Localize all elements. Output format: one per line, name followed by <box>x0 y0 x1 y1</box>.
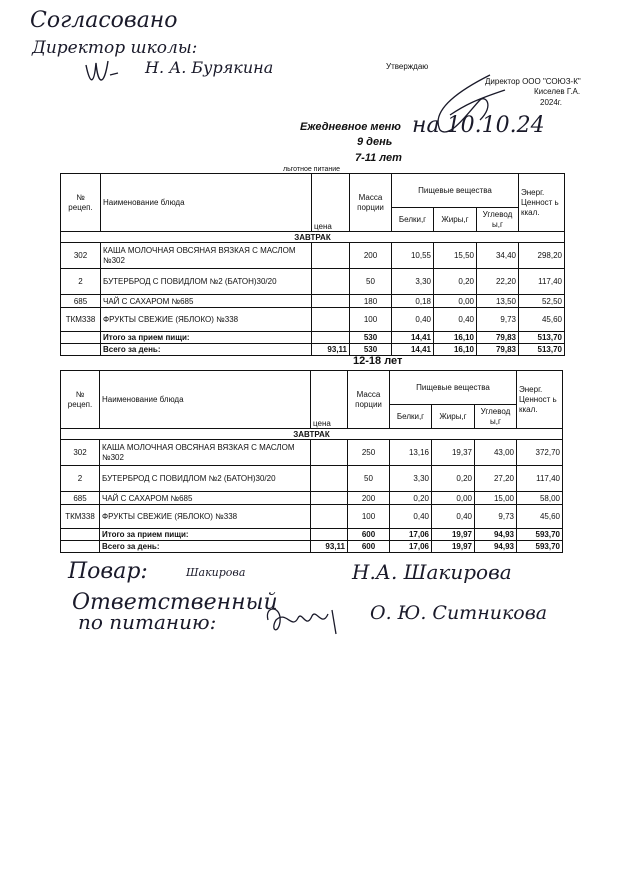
total-day-row <box>61 344 565 356</box>
responsible-scribble <box>262 600 342 640</box>
cell-dish: ФРУКТЫ СВЕЖИЕ (ЯБЛОКО) №338 <box>101 308 312 332</box>
cook-name: Н.А. Шакирова <box>352 560 512 584</box>
header-energy: Энерг. Ценност ь ккал. <box>517 371 563 429</box>
cell-fat: 0,40 <box>434 308 477 332</box>
responsible-label-line1: Ответственный <box>72 590 278 615</box>
cell-protein: 3,30 <box>390 466 432 492</box>
total-meal-energy: 513,70 <box>519 332 565 344</box>
cell-protein: 0,18 <box>392 295 434 308</box>
total-day-price: 93,11 <box>312 344 350 356</box>
cell-protein: 0,40 <box>390 505 432 529</box>
sub-note: льготное питание <box>283 166 341 173</box>
total-meal-mass: 530 <box>350 332 392 344</box>
total-meal-label: Итого за прием пищи: <box>100 529 311 541</box>
cell-fat: 0,00 <box>432 492 475 505</box>
total-meal-row <box>61 529 563 541</box>
total-day-mass: 600 <box>348 541 390 553</box>
cell-dish: КАША МОЛОЧНАЯ ОВСЯНАЯ ВЯЗКАЯ С МАСЛОМ №302 <box>101 243 312 269</box>
total-day-label: Всего за день: <box>100 541 311 553</box>
cell-recipe: 302 <box>61 243 101 269</box>
header-price: цена <box>311 371 348 429</box>
cook-label: Повар: <box>68 559 148 584</box>
approval-right-role: Директор ООО "СОЮЗ-К" <box>485 77 581 86</box>
table-row <box>61 308 565 332</box>
cell-fat: 15,50 <box>434 243 477 269</box>
table-row <box>61 295 565 308</box>
total-day-energy: 593,70 <box>517 541 563 553</box>
cell-recipe: 685 <box>61 295 101 308</box>
cell-carbs: 15,00 <box>475 492 517 505</box>
cell-carbs: 9,73 <box>475 505 517 529</box>
cell-fat: 0,00 <box>434 295 477 308</box>
table-row <box>61 492 563 505</box>
menu-table-7-11 <box>60 173 565 356</box>
cell-fat: 0,40 <box>432 505 475 529</box>
cell-recipe: 685 <box>61 492 100 505</box>
table-row <box>61 269 565 295</box>
cell-mass: 180 <box>350 295 392 308</box>
approval-left-role: Директор школы: <box>32 38 198 58</box>
cook-small-signature: Шакирова <box>186 566 246 579</box>
header-dish: Наименование блюда <box>101 174 312 232</box>
header-carbs: Углевод ы,г <box>477 208 519 232</box>
cell-price <box>312 269 350 295</box>
menu-title: Ежедневное меню <box>300 121 401 133</box>
cell-dish: ЧАЙ С САХАРОМ №685 <box>100 492 311 505</box>
table-row <box>61 440 563 466</box>
table2-age: 12-18 лет <box>353 355 403 367</box>
cell-energy: 52,50 <box>519 295 565 308</box>
cell-mass: 100 <box>350 308 392 332</box>
section-breakfast: ЗАВТРАК <box>61 429 563 440</box>
approval-right-name: Киселев Г.А. <box>534 87 581 96</box>
approval-left-title: Согласовано <box>30 8 178 33</box>
responsible-label-line2: по питанию: <box>78 610 217 634</box>
header-recipe: № рецеп. <box>61 174 101 232</box>
cell-carbs: 27,20 <box>475 466 517 492</box>
total-meal-mass: 600 <box>348 529 390 541</box>
cell-recipe: 2 <box>61 269 101 295</box>
cell-price <box>312 295 350 308</box>
cell-dish: ЧАЙ С САХАРОМ №685 <box>101 295 312 308</box>
total-day-label: Всего за день: <box>101 344 312 356</box>
total-meal-row <box>61 332 565 344</box>
total-meal-energy: 593,70 <box>517 529 563 541</box>
cell-energy: 45,60 <box>519 308 565 332</box>
header-mass: Масса порции <box>348 371 390 429</box>
cell-protein: 3,30 <box>392 269 434 295</box>
cell-recipe: ТКМ338 <box>61 505 100 529</box>
header-protein: Белки,г <box>392 208 434 232</box>
header-nutrients: Пищевые вещества <box>392 174 519 208</box>
cell-price <box>311 440 348 466</box>
total-meal-price <box>312 332 350 344</box>
director-scribble <box>82 55 122 91</box>
cell-energy: 117,40 <box>519 269 565 295</box>
cell-mass: 50 <box>350 269 392 295</box>
cell-energy: 298,20 <box>519 243 565 269</box>
cell-mass: 200 <box>350 243 392 269</box>
cell-dish: БУТЕРБРОД С ПОВИДЛОМ №2 (БАТОН)30/20 <box>101 269 312 295</box>
cell-price <box>311 505 348 529</box>
header-fat: Жиры,г <box>432 405 475 429</box>
cell-fat: 0,20 <box>432 466 475 492</box>
header-protein: Белки,г <box>390 405 432 429</box>
cell-recipe: 302 <box>61 440 100 466</box>
cell-protein: 0,40 <box>392 308 434 332</box>
header-nutrients: Пищевые вещества <box>390 371 517 405</box>
approval-right-title: Утверждаю <box>386 62 429 71</box>
cell-mass: 100 <box>348 505 390 529</box>
cell-protein: 10,55 <box>392 243 434 269</box>
header-price: цена <box>312 174 350 232</box>
cell-energy: 58,00 <box>517 492 563 505</box>
approval-right-year: 2024г. <box>540 98 562 107</box>
header-energy: Энерг. Ценност ь ккал. <box>519 174 565 232</box>
total-meal-price <box>311 529 348 541</box>
total-day-row <box>61 541 563 553</box>
cell-price <box>312 243 350 269</box>
cell-fat: 19,37 <box>432 440 475 466</box>
total-day-carbs: 94,93 <box>475 541 517 553</box>
total-day-fat: 16,10 <box>434 344 477 356</box>
total-meal-protein: 17,06 <box>390 529 432 541</box>
total-meal-carbs: 94,93 <box>475 529 517 541</box>
cell-price <box>311 492 348 505</box>
total-meal-fat: 16,10 <box>434 332 477 344</box>
cell-mass: 250 <box>348 440 390 466</box>
total-day-fat: 19,97 <box>432 541 475 553</box>
cell-price <box>311 466 348 492</box>
total-meal-label: Итого за прием пищи: <box>101 332 312 344</box>
cell-mass: 200 <box>348 492 390 505</box>
cell-carbs: 43,00 <box>475 440 517 466</box>
cell-mass: 50 <box>348 466 390 492</box>
total-day-energy: 513,70 <box>519 344 565 356</box>
header-fat: Жиры,г <box>434 208 477 232</box>
total-day-price: 93,11 <box>311 541 348 553</box>
cell-carbs: 9,73 <box>477 308 519 332</box>
total-day-protein: 17,06 <box>390 541 432 553</box>
cell-carbs: 22,20 <box>477 269 519 295</box>
cell-carbs: 13,50 <box>477 295 519 308</box>
responsible-name: О. Ю. Ситникова <box>370 602 548 624</box>
cell-fat: 0,20 <box>434 269 477 295</box>
total-day-mass: 530 <box>350 344 392 356</box>
cell-protein: 0,20 <box>390 492 432 505</box>
menu-table-12-18 <box>60 370 563 553</box>
cell-recipe: 2 <box>61 466 100 492</box>
table1-age: 7-11 лет <box>355 152 402 164</box>
cell-recipe: ТКМ338 <box>61 308 101 332</box>
total-meal-carbs: 79,83 <box>477 332 519 344</box>
total-meal-protein: 14,41 <box>392 332 434 344</box>
total-meal-fat: 19,97 <box>432 529 475 541</box>
header-recipe: № рецеп. <box>61 371 100 429</box>
header-mass: Масса порции <box>350 174 392 232</box>
cell-energy: 117,40 <box>517 466 563 492</box>
approval-left-signature: Н. А. Бурякина <box>145 58 274 77</box>
cell-price <box>312 308 350 332</box>
menu-day: 9 день <box>357 136 393 148</box>
cell-dish: КАША МОЛОЧНАЯ ОВСЯНАЯ ВЯЗКАЯ С МАСЛОМ №302 <box>100 440 311 466</box>
cell-carbs: 34,40 <box>477 243 519 269</box>
table-row <box>61 243 565 269</box>
table-row <box>61 505 563 529</box>
cell-energy: 45,60 <box>517 505 563 529</box>
cell-energy: 372,70 <box>517 440 563 466</box>
header-carbs: Углевод ы,г <box>475 405 517 429</box>
total-day-carbs: 79,83 <box>477 344 519 356</box>
menu-date: на 10.10.24 <box>412 113 545 138</box>
cell-protein: 13,16 <box>390 440 432 466</box>
header-dish: Наименование блюда <box>100 371 311 429</box>
total-day-protein: 14,41 <box>392 344 434 356</box>
cell-dish: БУТЕРБРОД С ПОВИДЛОМ №2 (БАТОН)30/20 <box>100 466 311 492</box>
section-breakfast: ЗАВТРАК <box>61 232 565 243</box>
table-row <box>61 466 563 492</box>
cell-dish: ФРУКТЫ СВЕЖИЕ (ЯБЛОКО) №338 <box>100 505 311 529</box>
